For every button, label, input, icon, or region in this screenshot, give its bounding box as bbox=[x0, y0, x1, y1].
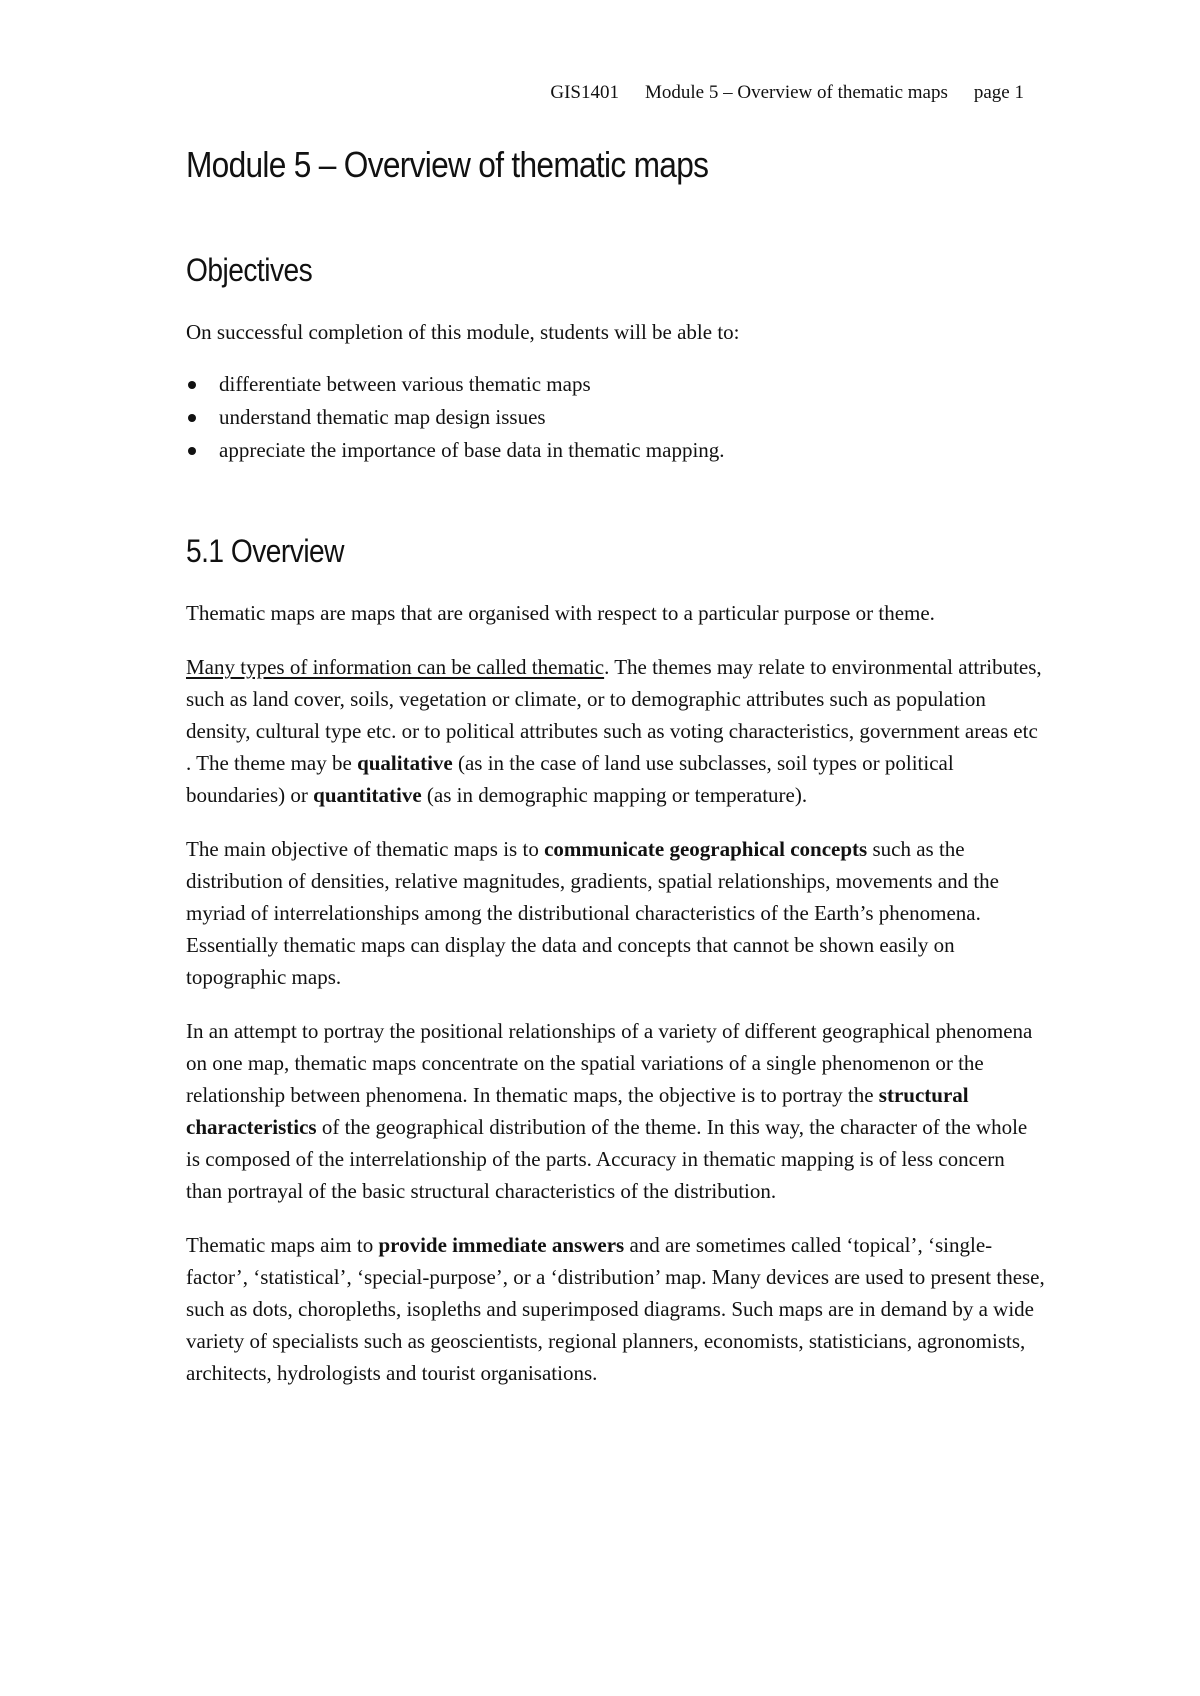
overview-paragraph-4: In an attempt to portray the positional relationships of a variety of different geographical phenomena on one map, thematic maps concentrate on the spatial variations of a single phenomenon or the relationship between phenomena. In thematic maps, the objective is to portray the structural characteristics of the geographical distribution of the theme. In this way, the character of the whole is composed of the interrelationship of the parts. Accuracy in thematic mapping is of less concern than portrayal of the basic structural characteristics of the distribution. bbox=[186, 1019, 1033, 1203]
bold-phrase: structural characteristics bbox=[186, 1083, 969, 1139]
overview-paragraph-2: Many types of information can be called thematic. The themes may relate to environmental attributes, such as land cover, soils, vegetation or climate, or to demographic attributes such as population density, cultural type etc. or to political attributes such as voting characteristics, government areas etc . The theme may be qualitative (as in the case of land use subclasses, soil types or political boundaries) or quantitative (as in demographic mapping or temperature). bbox=[186, 655, 1042, 807]
overview-paragraph-5: Thematic maps aim to provide immediate answers and are sometimes called ‘topical’, ‘single-factor’, ‘statistical’, ‘special-purpose’, or a ‘distribution’ map. Many devices are used to present these, such as dots, choropleths, isopleths and superimposed diagrams. Such maps are in demand by a wide variety of specialists such as geoscientists, regional planners, economists, statisticians, agronomists, architects, hydrologists and tourist organisations. bbox=[186, 1233, 1045, 1385]
bold-phrase: communicate geographical concepts bbox=[544, 837, 868, 861]
overview-heading: 5.1 Overview bbox=[186, 533, 345, 569]
objective-item bbox=[186, 368, 1046, 401]
objective-item bbox=[186, 434, 1046, 467]
header-course-code: GIS1401 bbox=[550, 82, 619, 103]
overview-paragraph-3: The main objective of thematic maps is to communicate geographical concepts such as the distribution of densities, relative magnitudes, gradients, spatial relationships, movements and the myriad of interrelationships among the distributional characteristics of the Earth’s phenomena. Essentially thematic maps can display the data and concepts that cannot be shown easily on topographic maps. bbox=[186, 837, 1000, 989]
header-module-title: Module 5 – Overview of thematic maps bbox=[645, 82, 948, 103]
document-body bbox=[186, 138, 1046, 1389]
bullet-icon bbox=[188, 414, 196, 422]
objectives-heading: Objectives bbox=[186, 252, 313, 288]
objective-item bbox=[186, 401, 1046, 434]
objective-text: differentiate between various thematic maps bbox=[219, 372, 591, 396]
objectives-list bbox=[186, 368, 1046, 467]
objectives-intro: On successful completion of this module, students will be able to: bbox=[186, 320, 740, 344]
objective-text: understand thematic map design issues bbox=[219, 405, 546, 429]
bold-phrase: provide immediate answers bbox=[378, 1233, 625, 1257]
underlined-phrase: Many types of information can be called thematic bbox=[186, 655, 605, 679]
module-title: Module 5 – Overview of thematic maps bbox=[186, 144, 709, 185]
bold-term-quantitative: quantitative bbox=[313, 783, 422, 807]
objective-text: appreciate the importance of base data in thematic mapping. bbox=[219, 438, 725, 462]
bullet-icon bbox=[188, 381, 196, 389]
header-page-number: page 1 bbox=[973, 82, 1024, 103]
running-header bbox=[550, 82, 1024, 104]
bold-term-qualitative: qualitative bbox=[357, 751, 453, 775]
overview-paragraph-1: Thematic maps are maps that are organised with respect to a particular purpose or theme. bbox=[186, 601, 935, 625]
bullet-icon bbox=[188, 447, 196, 455]
